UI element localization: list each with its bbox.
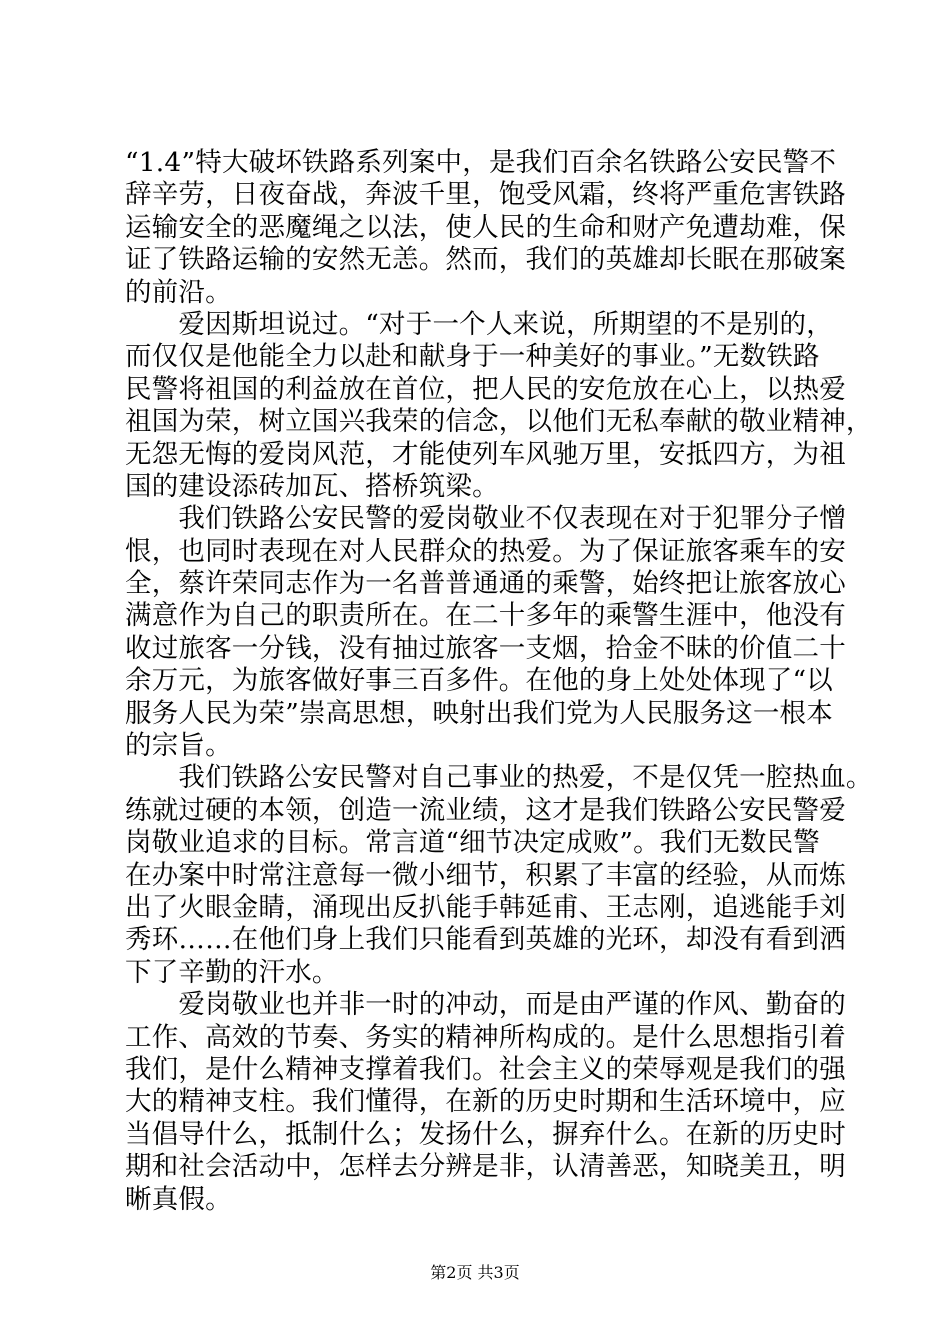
- text-line: 期和社会活动中，怎样去分辨是非，认清善恶，知晓美丑，明: [125, 1151, 846, 1183]
- text-line: 晰真假。: [125, 1183, 232, 1215]
- page-footer: 第2页 共3页: [430, 1263, 520, 1282]
- text-line: 我们，是什么精神支撑着我们。社会主义的荣辱观是我们的强: [125, 1053, 846, 1085]
- text-line: 国的建设添砖加瓦、搭桥筑梁。: [125, 470, 499, 502]
- text-line: 我们铁路公安民警对自己事业的热爱，不是仅凭一腔热血。: [125, 762, 873, 794]
- text-line: 全，蔡许荣同志作为一名普普通通的乘警，始终把让旅客放心: [125, 568, 846, 600]
- text-line: 民警将祖国的利益放在首位，把人民的安危放在心上，以热爱: [125, 373, 846, 405]
- text-line: 下了辛勤的汗水。: [125, 956, 339, 988]
- text-line: 收过旅客一分钱，没有抽过旅客一支烟，拾金不昧的价值二十: [125, 632, 846, 664]
- document-body: [125, 147, 873, 1216]
- text-line: 我们铁路公安民警的爱岗敬业不仅表现在对于犯罪分子憎: [125, 503, 846, 535]
- text-line: 练就过硬的本领，创造一流业绩，这才是我们铁路公安民警爱: [125, 794, 846, 826]
- text-line: 证了铁路运输的安然无恙。然而，我们的英雄却长眠在那破案: [125, 244, 846, 276]
- text-line: 秀环……在他们身上我们只能看到英雄的光环，却没有看到洒: [125, 924, 846, 956]
- text-line: 的宗旨。: [125, 730, 232, 762]
- text-line: 爱岗敬业也并非一时的冲动，而是由严谨的作风、勤奋的: [125, 989, 846, 1021]
- text-line: 祖国为荣，树立国兴我荣的信念，以他们无私奉献的敬业精神，: [125, 406, 873, 438]
- text-line: 的前沿。: [125, 276, 232, 308]
- text-line: 无怨无悔的爱岗风范，才能使列车风驰万里，安抵四方，为祖: [125, 438, 846, 470]
- text-line: 当倡导什么，抵制什么；发扬什么，摒弃什么。在新的历史时: [125, 1118, 846, 1150]
- text-line: 余万元，为旅客做好事三百多件。在他的身上处处体现了“以: [125, 665, 833, 697]
- text-line: 爱因斯坦说过。“对于一个人来说，所期望的不是别的，: [125, 308, 833, 340]
- text-line: 恨，也同时表现在对人民群众的热爱。为了保证旅客乘车的安: [125, 535, 846, 567]
- text-line: 工作、高效的节奏、务实的精神所构成的。是什么思想指引着: [125, 1021, 846, 1053]
- text-line: 岗敬业追求的目标。常言道“细节决定成败”。我们无数民警: [125, 827, 820, 859]
- text-line: 而仅仅是他能全力以赴和献身于一种美好的事业。”无数铁路: [125, 341, 820, 373]
- text-line: 出了火眼金睛，涌现出反扒能手韩延甫、王志刚，追逃能手刘: [125, 891, 846, 923]
- text-line: 满意作为自己的职责所在。在二十多年的乘警生涯中，他没有: [125, 600, 846, 632]
- text-line: 辞辛劳，日夜奋战，奔波千里，饱受风霜，终将严重危害铁路: [125, 179, 846, 211]
- text-line: “1.4”特大破坏铁路系列案中，是我们百余名铁路公安民警不: [125, 147, 837, 178]
- text-line: 运输安全的恶魔绳之以法，使人民的生命和财产免遭劫难，保: [125, 211, 846, 243]
- text-line: 在办案中时常注意每一微小细节，积累了丰富的经验，从而炼: [125, 859, 846, 891]
- text-line: 服务人民为荣”崇高思想，映射出我们党为人民服务这一根本: [125, 697, 833, 729]
- text-line: 大的精神支柱。我们懂得，在新的历史时期和生活环境中，应: [125, 1086, 846, 1118]
